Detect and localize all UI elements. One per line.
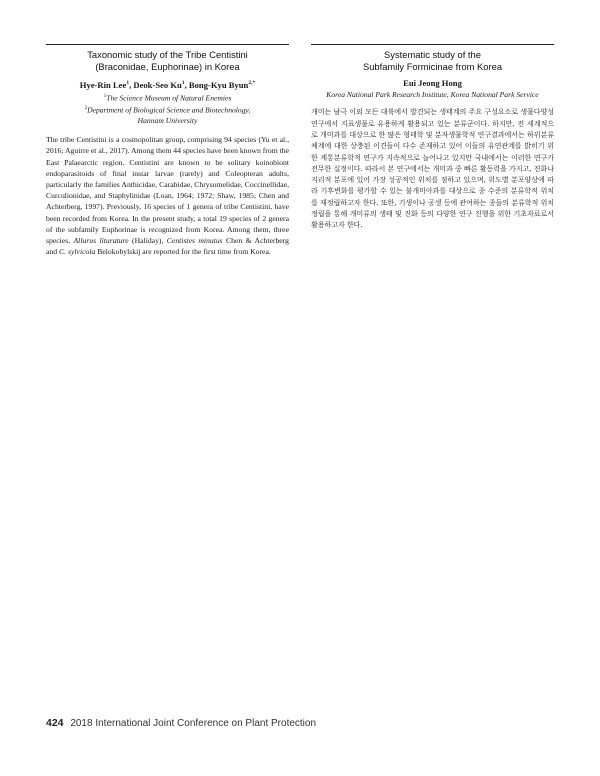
abstract-text: The tribe Centistini is a cosmopolitan group, comprising 94 species (Yu et al., 2016; Aguirre et al., 2017). Among them 44 species have been known from the East Palaearctic region. Centistini are known to be solitary koinobiont endoparasitoids of final instar larvae (rarely) and Coleopteran adults, particularly the families Anthicidae, Carabidae, Chrysomelidae, Coccinellidae, Curculionidae, and Staphylinidae (Loan, 1964; 1972; Shaw, 1985; Chen and Achterberg, 1997). Previously, 16 species of 1 genera of tribe Centistini, have been recorded from Korea. In the present study, a total 19 species of 2 genera of the subfamily Euphorinae is recognized from Korea. Among them, three species,: [46, 135, 289, 245]
species-authority: Belokobylskij are reported for the first time from Korea.: [95, 247, 271, 257]
left-abstract-body: [46, 134, 289, 257]
affiliation-text: Department of Biological Science and Biotechnology,: [87, 105, 251, 115]
affiliation-1: [46, 92, 289, 104]
page-number: 424: [46, 717, 64, 729]
affiliation-2: [46, 104, 289, 116]
left-title-line2: (Braconidae, Euphorinae) in Korea: [95, 60, 240, 72]
right-title: [311, 49, 554, 72]
affiliation-sup: 2: [84, 105, 88, 111]
affiliation-3: Hannam University: [137, 115, 198, 125]
left-abstract: [46, 44, 289, 257]
author-sep: ,: [184, 79, 189, 90]
species-authority: (Haliday),: [128, 235, 167, 245]
conference-name: 2018 International Joint Conference on Plant Protection: [70, 718, 317, 729]
affiliation-sup: 1: [103, 93, 107, 99]
left-top-rule: [46, 44, 289, 45]
species-name: Centistes minutus: [166, 235, 223, 245]
left-authors: [46, 78, 289, 91]
species-name: C. sylvicola: [59, 247, 96, 257]
left-affiliations: [46, 92, 289, 126]
author-name: Deok-Seo Ku: [133, 79, 182, 90]
author-sup: 1: [181, 80, 185, 86]
page-footer: [46, 717, 316, 729]
author-sup: 2,*: [248, 80, 256, 86]
right-abstract-body: 개미는 남극 이외 모든 대륙에서 발견되는 생태계의 주요 구성요소로 생물다양성 연구에서 지표생물로 유용하게 활용되고 있는 분류군이다. 하지만, 전 세계적으로 개미과를 대상으로 한 많은 형태학 및 분자생물학적 연구결과에서는 하위분류체계에 대한 상충된 이견들이 다수 존재하고 있어 이들의 유연관계를 밝히기 위한 계통분류학적 연구가 지속적으로 늘어나고 있지만 국내에서는 이러한 연구가 전무한 실정이다. 따라서 본 연구에서는 개미과 중 빠른 활동력을 가지고, 진화나 지리적 분포에 있어 가장 성공적인 위치를 점하고 있으며, 위도별 분포양상에 따라 기후변화를 평가할 수 있는 불개미아과를 대상으로 종 수준의 분류학적 위치를 재정립하고자 한다. 또한, 기생이나 공생 등에 관여하는 종들의 분류학적 위치정립을 통해 개미류의 생태 및 진화 등의 다양한 연구 진행을 위한 기초자료로서 활용하고자 한다.: [311, 107, 554, 230]
left-title: [46, 49, 289, 72]
right-title-line2: Subfamily Formicinae from Korea: [362, 60, 503, 72]
affiliation-text: The Science Museum of Natural Enemies: [106, 93, 232, 103]
species-authority: Chen & Achterberg and: [46, 235, 289, 257]
right-abstract: [311, 44, 554, 231]
right-affiliation: Korea National Park Research Institute, Korea National Park Service: [326, 90, 539, 99]
author-sup: 1: [126, 80, 130, 86]
author-name: Bong-Kyu Byun: [188, 79, 249, 90]
right-title-line1: Systematic study of the: [384, 49, 481, 60]
author-sep: ,: [129, 79, 134, 90]
right-author: Eui Jeong Hong: [403, 78, 462, 88]
right-top-rule: [311, 44, 554, 45]
author-name: Hye-Rin Lee: [79, 79, 127, 90]
species-name: Allurus liturature: [73, 235, 129, 245]
left-title-line1: Taxonomic study of the Tribe Centistini: [87, 49, 248, 60]
